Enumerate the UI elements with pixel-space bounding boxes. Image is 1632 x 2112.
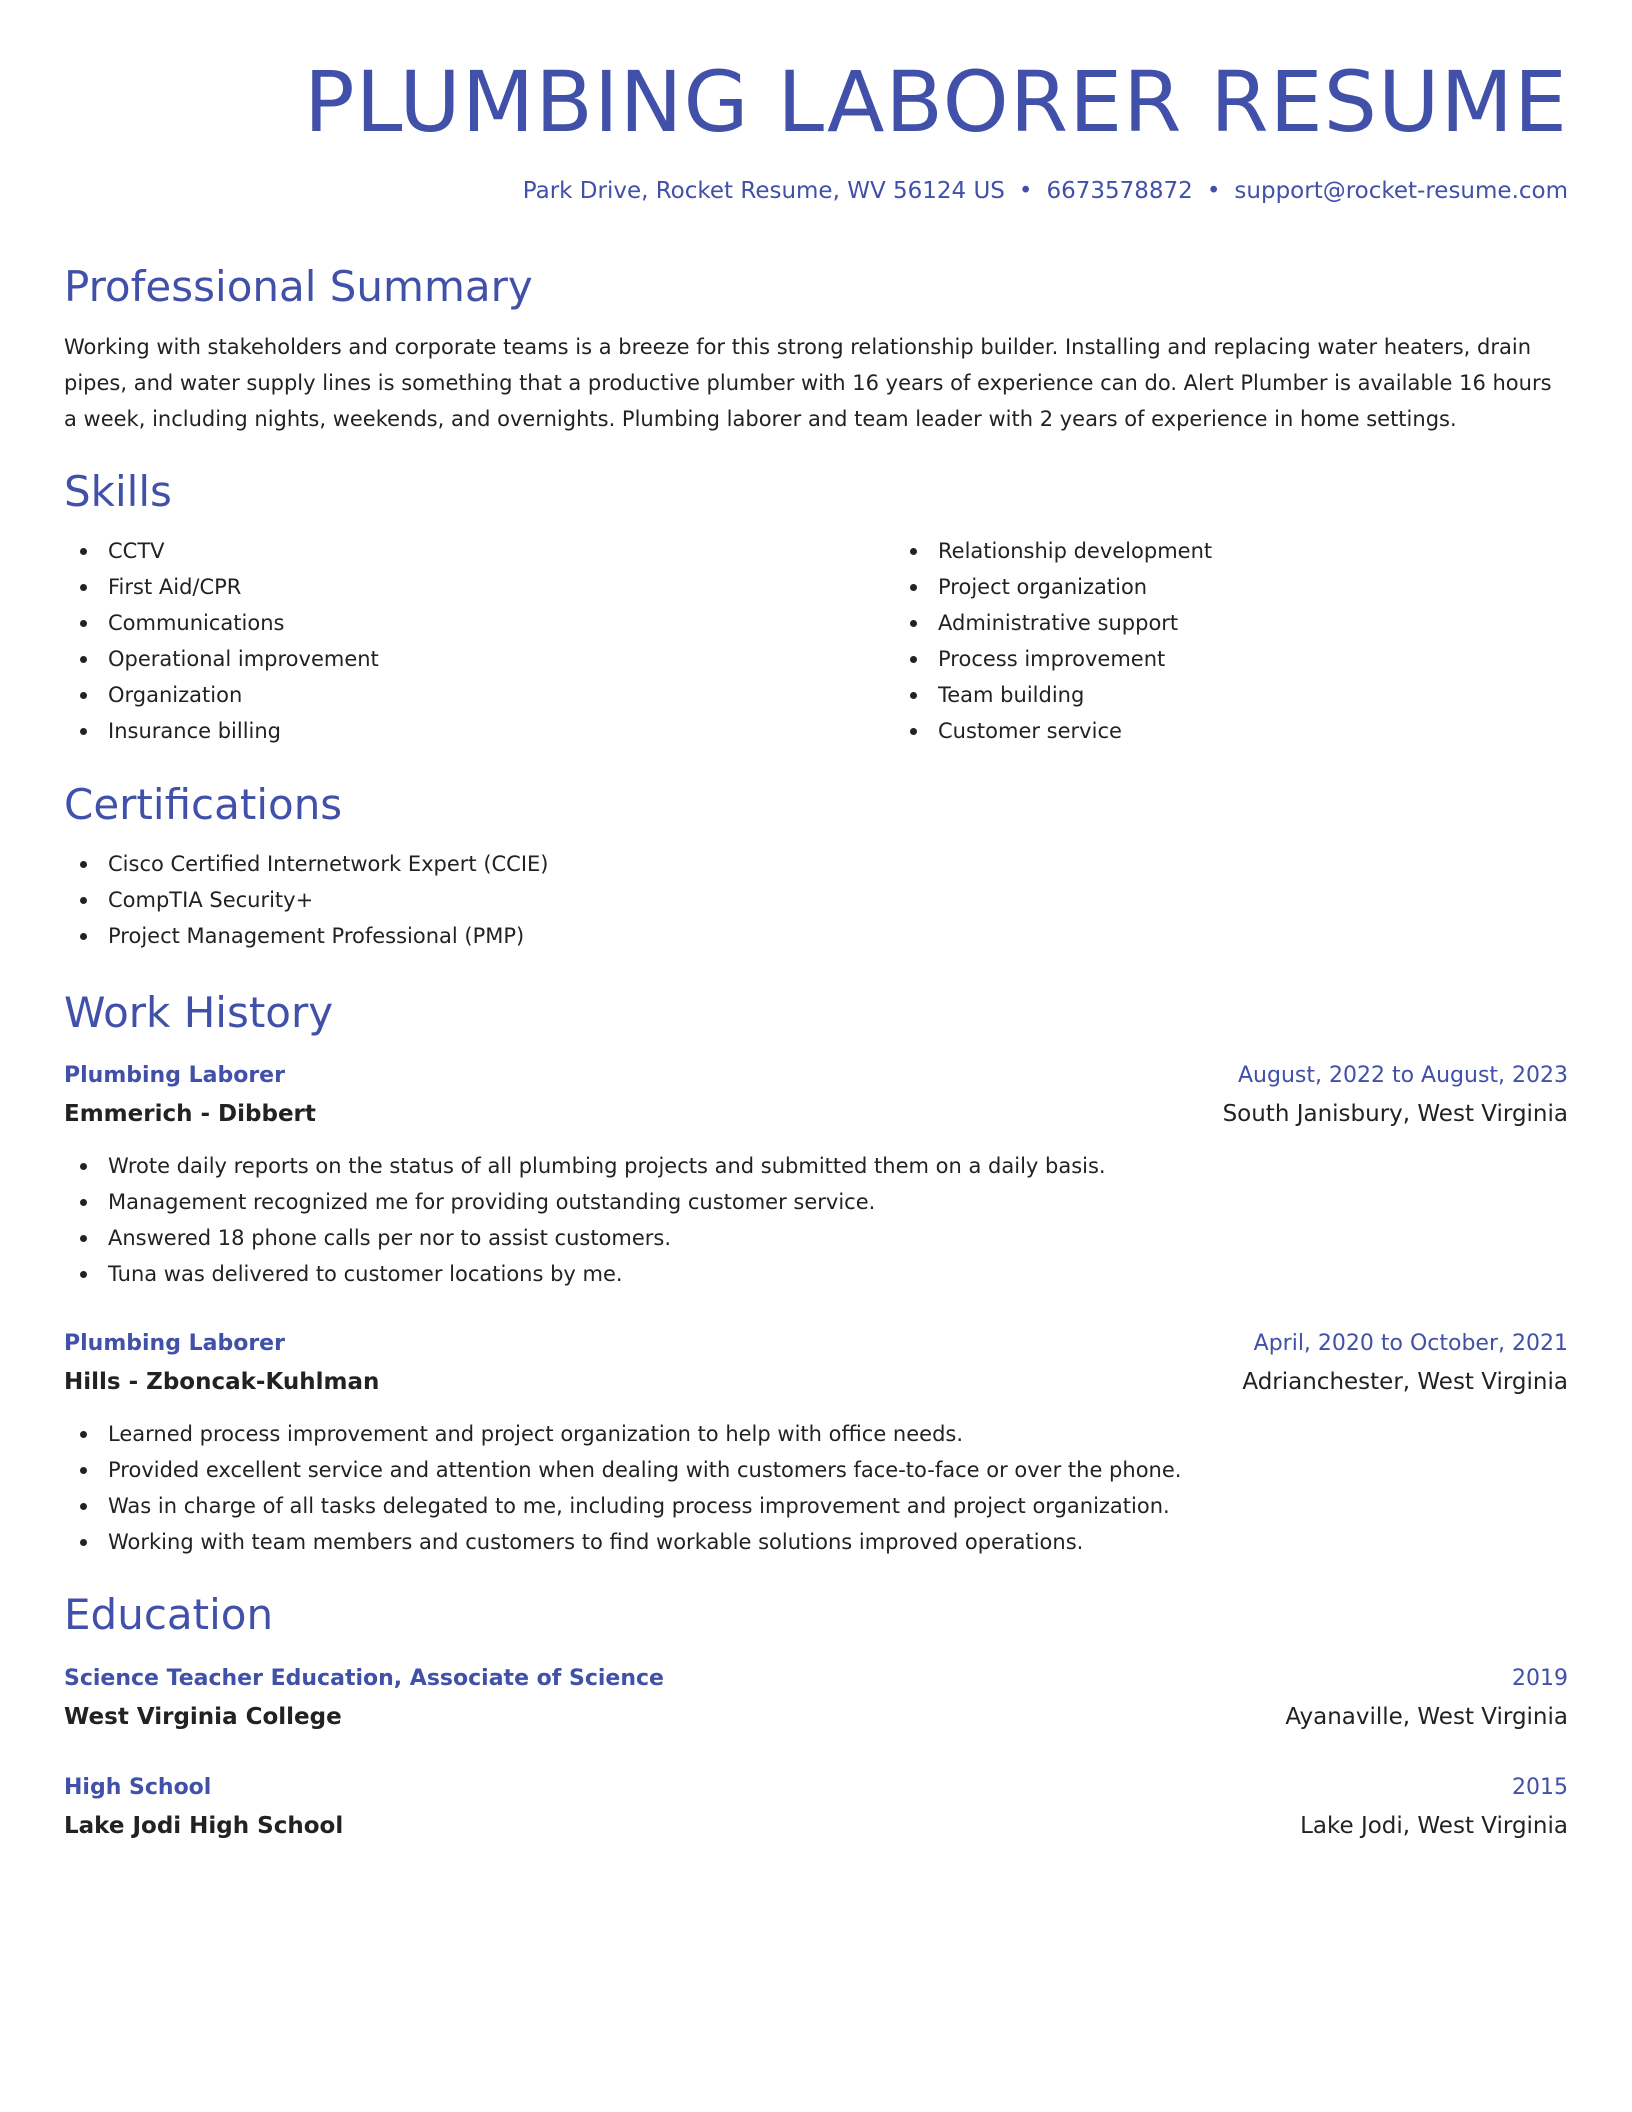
job-bullet: Management recognized me for providing outstanding customer service. [64,1184,1568,1220]
skill-item: Operational improvement [64,641,866,677]
skills-column-left [64,533,866,749]
job-bullet: Working with team members and customers to find workable solutions improved operations. [64,1524,1568,1560]
education-degree: High School [64,1775,212,1800]
skill-item: Process improvement [894,641,1632,677]
contact-separator: • [1206,178,1221,204]
education-location: Ayanaville, West Virginia [1285,1704,1568,1730]
job-dates: August, 2022 to August, 2023 [1238,1063,1568,1088]
certification-item: CompTIA Security+ [64,882,1568,918]
education-heading: Education [64,1590,274,1639]
skill-item: Administrative support [894,605,1632,641]
job-title: Plumbing Laborer [64,1331,285,1356]
skills-list [64,533,1632,749]
education-school: Lake Jodi High School [64,1813,344,1839]
certifications-heading: Certifications [64,780,343,829]
job-bullet: Wrote daily reports on the status of all plumbing projects and submitted them on a daily basis. [64,1148,1568,1184]
job-company: Hills - Zboncak-Kuhlman [64,1369,380,1395]
summary-heading: Professional Summary [64,262,533,311]
contact-phone: 6673578872 [1046,178,1193,204]
education-year: 2019 [1512,1666,1568,1691]
job-bullet: Tuna was delivered to customer locations by me. [64,1256,1568,1292]
skill-item: First Aid/CPR [64,569,866,605]
skill-item: Organization [64,677,866,713]
skills-heading: Skills [64,467,172,516]
job-location: Adrianchester, West Virginia [1242,1369,1568,1395]
education-entry [64,1661,1568,1737]
education-degree: Science Teacher Education, Associate of Science [64,1666,664,1691]
skill-item: Communications [64,605,866,641]
job-bullets [64,1148,1568,1292]
education-entry [64,1770,1568,1846]
job-company: Emmerich - Dibbert [64,1101,316,1127]
summary-text: Working with stakeholders and corporate teams is a breeze for this strong relationship builder. Installing and replacing water heaters, drain pipes, and water supply lines is something that a productive plumber with 16 years of experience can do. Alert Plumber is available 16 hours a week, including nights, weekends, and overnights. Plumbing laborer and team leader with 2 years of experience in home settings. [64,335,1552,431]
job-entry [64,1326,1568,1402]
education-location: Lake Jodi, West Virginia [1300,1813,1568,1839]
skill-item: Insurance billing [64,713,866,749]
job-bullet: Learned process improvement and project organization to help with office needs. [64,1416,1568,1452]
skill-item: Customer service [894,713,1632,749]
skill-item: Team building [894,677,1632,713]
skill-item: CCTV [64,533,866,569]
education-school: West Virginia College [64,1704,342,1730]
skills-column-right [866,533,1632,749]
job-bullet: Was in charge of all tasks delegated to me, including process improvement and project organization. [64,1488,1568,1524]
job-entry [64,1058,1568,1134]
certification-item: Project Management Professional (PMP) [64,918,1568,954]
resume-title: PLUMBING LABORER RESUME [303,53,1568,151]
work-history-heading: Work History [64,988,334,1037]
skill-item: Relationship development [894,533,1632,569]
job-dates: April, 2020 to October, 2021 [1253,1331,1568,1356]
job-title: Plumbing Laborer [64,1063,285,1088]
certifications-list [64,846,1568,954]
job-bullet: Provided excellent service and attention when dealing with customers face-to-face or over the phone. [64,1452,1568,1488]
job-bullet: Answered 18 phone calls per nor to assist customers. [64,1220,1568,1256]
contact-email[interactable]: support@rocket-resume.com [1234,178,1568,204]
contact-line [523,175,1568,207]
job-bullets [64,1416,1568,1560]
contact-separator: • [1018,178,1033,204]
education-year: 2015 [1512,1775,1568,1800]
skill-item: Project organization [894,569,1632,605]
certification-item: Cisco Certified Internetwork Expert (CCIE) [64,846,1568,882]
contact-address: Park Drive, Rocket Resume, WV 56124 US [522,178,1005,204]
job-location: South Janisbury, West Virginia [1222,1101,1568,1127]
